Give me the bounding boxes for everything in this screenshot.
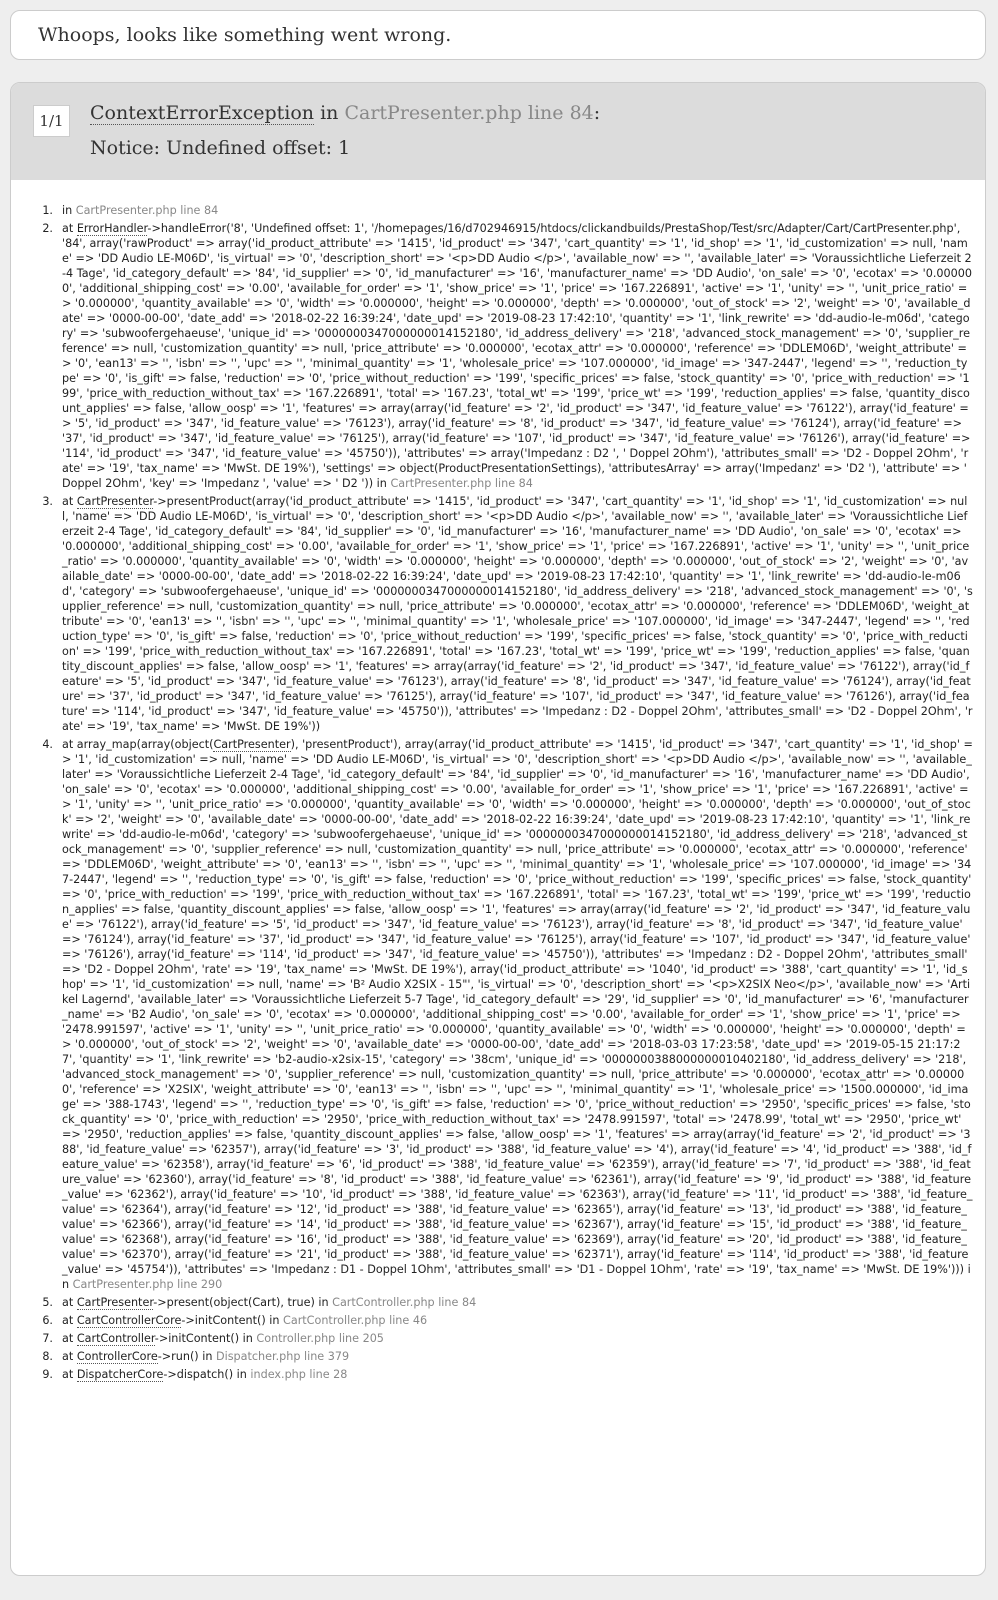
trace-item (31, 1349, 973, 1364)
trace-item (31, 221, 973, 491)
exception-file: CartPresenter.php line 84 (344, 102, 594, 124)
trace-function: ), 'presentProduct'), (290, 738, 405, 751)
trace-function: ->handleError( (147, 222, 231, 235)
trace-class[interactable]: ErrorHandler (76, 222, 148, 235)
trace-item (31, 494, 973, 734)
trace-prefix: at (62, 1332, 77, 1345)
error-headline: Whoops, looks like something went wrong. (38, 24, 452, 46)
trace-class[interactable]: CartController (76, 1332, 155, 1345)
trace-item (31, 203, 973, 218)
exception-panel (10, 82, 986, 1576)
error-headline-box (10, 10, 986, 60)
trace-number: 3. (42, 495, 53, 508)
trace-prefix: at (62, 222, 77, 235)
trace-file: CartPresenter.php line 290 (72, 1278, 223, 1291)
exception-header (11, 83, 985, 180)
trace-prefix: at array_map(array(object( (62, 738, 214, 751)
trace-class[interactable]: CartControllerCore (76, 1314, 182, 1327)
trace-item (31, 1331, 973, 1346)
trace-class[interactable]: CartPresenter (213, 738, 291, 751)
exception-colon: : (593, 102, 601, 124)
trace-number: 1. (42, 204, 53, 217)
trace-prefix: at (62, 1350, 77, 1363)
exception-counter: 1/1 (33, 105, 70, 137)
trace-class[interactable]: ControllerCore (76, 1350, 158, 1363)
exception-title (90, 102, 600, 124)
trace-args: array(array('id_product_attribute' => '1415', 'id_product' => '347', 'cart_quantity' => '1', 'id_shop' => '1', 'id_customization' => null, 'name' => 'DD Audio LE-M06D', 'is_virtual' => '0', 'description_short' => '<p>DD Audio </p>', 'available_now' => '', 'available_later' => 'Voraussichtliche Lieferzeit 2-4 Tage', 'id_category_default' => '84', 'id_supplier' => '0', 'id_manufacturer' => '16', 'manufacturer_name' => 'DD Audio', 'on_sale' => '0', 'ecotax' => '0.000000', 'additional_shipping_cost' => '0.00', 'available_for_order' => '1', 'show_price' => '1', 'price' => '167.226891', 'active' => '1', 'unity' => '', 'unit_price_ratio' => '0.000000', 'quantity_available' => '0', 'width' => '0.000000', 'height' => '0.000000', 'depth' => '0.000000', 'out_of_stock' => '2', 'weight' => '0', 'available_date' => '0000-00-00', 'date_add' => '2018-02-22 16:39:24', 'date_upd' => '2019-08-23 17:42:10', 'quantity' => '1', 'link_rewrite' => 'dd-audio-le-m06d', 'category' => 'subwoofergehaeuse', 'unique_id' => '0000000347000000014152180', 'id_address_delivery' => '218', 'advanced_stock_management' => '0', 'supplier_reference' => null, 'customization_quantity' => null, 'price_attribute' => '0.000000', 'ecotax_attr' => '0.000000', 'reference' => 'DDLEM06D', 'weight_attribute' => '0', 'ean13' => '', 'isbn' => '', 'upc' => '', 'minimal_quantity' => '1', 'wholesale_price' => '107.000000', 'id_image' => '347-2447', 'legend' => '', 'reduction_type' => '0', 'is_gift' => false, 'reduction' => '0', 'price_without_reduction' => '199', 'specific_prices' => false, 'stock_quantity' => '0', 'price_with_reduction' => '199', 'price_with_reduction_without_tax' => '167.226891', 'total' => '167.23', 'total_wt' => '199', 'price_wt' => '199', 'reduction_applies' => false, 'quantity_discount_applies' => false, 'allow_oosp' => '1', 'features' => array(array('id_feature' => '2', 'id_product' => '347', 'id_feature_value' => '76122'), array('id_feature' => '5', 'id_product' => '347', 'id_feature_value' => '76123'), array('id_feature' => '8', 'id_product' => '347', 'id_feature_value' => '76124'), array('id_feature' => '37', 'id_product' => '347', 'id_feature_value' => '76125'), array('id_feature' => '107', 'id_product' => '347', 'id_feature_value' => '76126'), array('id_feature' => '114', 'id_product' => '347', 'id_feature_value' => '45750')), 'attributes' => 'Impedanz : D2 - Doppel 2Ohm', 'attributes_small' => 'D2 - Doppel 2Ohm', 'rate' => '19', 'tax_name' => 'MwSt. DE 19%'), array('id_product_attribute' => '1040', 'id_product' => '388', 'cart_quantity' => '1', 'id_shop' => '1', 'id_customization' => null, 'name' => 'B² Audio X2SIX - 15"', 'is_virtual' => '0', 'description_short' => '<p>X2SIX Neo</p>', 'available_now' => 'Artikel Lagernd', 'available_later' => 'Voraussichtliche Lieferzeit 5-7 Tage', 'id_category_default' => '29', 'id_supplier' => '0', 'id_manufacturer' => '6', 'manufacturer_name' => 'B2 Audio', 'on_sale' => '0', 'ecotax' => '0.000000', 'additional_shipping_cost' => '0.00', 'available_for_order' => '1', 'show_price' => '1', 'price' => '2478.991597', 'active' => '1', 'unity' => '', 'unit_price_ratio' => '0.000000', 'quantity_available' => '0', 'width' => '0.000000', 'height' => '0.000000', 'depth' => '0.000000', 'out_of_stock' => '2', 'weight' => '0', 'available_date' => '0000-00-00', 'date_add' => '2018-03-03 17:23:58', 'date_upd' => '2019-05-15 21:17:27', 'quantity' => '1', 'link_rewrite' => 'b2-audio-x2six-15', 'category' => '38cm', 'unique_id' => '0000000388000000010402180', 'id_address_delivery' => '218', 'advanced_stock_management' => '0', 'supplier_reference' => null, 'customization_quantity' => null, 'price_attribute' => '0.000000', 'ecotax_attr' => '0.000000', 'reference' => 'X2SIX', 'weight_attribute' => '0', 'ean13' => '', 'isbn' => '', 'upc' => '', 'minimal_quantity' => '1', 'wholesale_price' => '1500.000000', 'id_image' => '388-1743', 'legend' => '', 'reduction_type' => '0', 'is_gift' => false, 'reduction' => '0', 'price_without_reduction' => '2950', 'specific_prices' => false, 'stock_quantity' => '0', 'price_with_reduction' => '2950', 'price_with_reduction_without_tax' => '2478.991597', 'total' => '2478.99', 'total_wt' => '2950', 'price_wt' => '2950', 'reduction_applies' => false, 'quantity_discount_applies' => false, 'allow_oosp' => '1', 'features' => array(array('id_feature' => '2', 'id_product' => '388', 'id_feature_value' => '62357'), array('id_feature' => '3', 'id_product' => '388', 'id_feature_value' => '4'), array('id_feature' => '4', 'id_product' => '388', 'id_feature_value' => '62358'), array('id_feature' => '6', 'id_product' => '388', 'id_feature_value' => '62359'), array('id_feature' => '7', 'id_product' => '388', 'id_feature_value' => '62360'), array('id_feature' => '8', 'id_product' => '388', 'id_feature_value' => '62361'), array('id_feature' => '9', 'id_product' => '388', 'id_feature_value' => '62362'), array('id_feature' => '10', 'id_product' => '388', 'id_feature_value' => '62363'), array('id_feature' => '11', 'id_product' => '388', 'id_feature_value' => '62364'), array('id_feature' => '12', 'id_product' => '388', 'id_feature_value' => '62365'), array('id_feature' => '13', 'id_product' => '388', 'id_feature_value' => '62366'), array('id_feature' => '14', 'id_product' => '388', 'id_feature_value' => '62367'), array('id_feature' => '15', 'id_product' => '388', 'id_feature_value' => '62368'), array('id_feature' => '16', 'id_product' => '388', 'id_feature_value' => '62369'), array('id_feature' => '20', 'id_product' => '388', 'id_feature_value' => '62370'), array('id_feature' => '21', 'id_product' => '388', 'id_feature_value' => '62371'), array('id_feature' => '114', 'id_product' => '388', 'id_feature_value' => '45754')), 'attributes' => 'Impedanz : D1 - Doppel 1Ohm', 'attributes_small' => 'D1 - Doppel 1Ohm', 'rate' => '19', 'tax_name' => 'MwSt. DE 19%'))) in (62, 738, 973, 1291)
trace-item (31, 1295, 973, 1310)
trace-number: 2. (42, 222, 53, 235)
trace-prefix: at (62, 1368, 77, 1381)
trace-file: Controller.php line 205 (256, 1332, 384, 1345)
trace-number: 6. (42, 1314, 53, 1327)
trace-prefix: in (62, 204, 76, 217)
trace-file: index.php line 28 (250, 1368, 348, 1381)
trace-number: 7. (42, 1332, 53, 1345)
exception-in-word: in (320, 102, 339, 124)
trace-class[interactable]: CartPresenter (76, 495, 154, 508)
trace-prefix: at (62, 1314, 77, 1327)
exception-message: Notice: Undefined offset: 1 (90, 137, 351, 159)
trace-function: ->initContent() in (181, 1314, 284, 1327)
trace-args: '8', 'Undefined offset: 1', '/homepages/16/d702946915/htdocs/clickandbuilds/PrestaShop/Test/src/Adapter/Cart/CartPresenter.php', '84', array('rawProduct' => array('id_product_attribute' => '1415', 'id_product' => '347', 'cart_quantity' => '1', 'id_shop' => '1', 'id_customization' => null, 'name' => 'DD Audio LE-M06D', 'is_virtual' => '0', 'description_short' => '<p>DD Audio </p>', 'available_now' => '', 'available_later' => 'Voraussichtliche Lieferzeit 2-4 Tage', 'id_category_default' => '84', 'id_supplier' => '0', 'id_manufacturer' => '16', 'manufacturer_name' => 'DD Audio', 'on_sale' => '0', 'ecotax' => '0.000000', 'additional_shipping_cost' => '0.00', 'available_for_order' => '1', 'show_price' => '1', 'price' => '167.226891', 'active' => '1', 'unity' => '', 'unit_price_ratio' => '0.000000', 'quantity_available' => '0', 'width' => '0.000000', 'height' => '0.000000', 'depth' => '0.000000', 'out_of_stock' => '2', 'weight' => '0', 'available_date' => '0000-00-00', 'date_add' => '2018-02-22 16:39:24', 'date_upd' => '2019-08-23 17:42:10', 'quantity' => '1', 'link_rewrite' => 'dd-audio-le-m06d', 'category' => 'subwoofergehaeuse', 'unique_id' => '0000000347000000014152180', 'id_address_delivery' => '218', 'advanced_stock_management' => '0', 'supplier_reference' => null, 'customization_quantity' => null, 'price_attribute' => '0.000000', 'ecotax_attr' => '0.000000', 'reference' => 'DDLEM06D', 'weight_attribute' => '0', 'ean13' => '', 'isbn' => '', 'upc' => '', 'minimal_quantity' => '1', 'wholesale_price' => '107.000000', 'id_image' => '347-2447', 'legend' => '', 'reduction_type' => '0', 'is_gift' => false, 'reduction' => '0', 'price_without_reduction' => '199', 'specific_prices' => false, 'stock_quantity' => '0', 'price_with_reduction' => '199', 'price_with_reduction_without_tax' => '167.226891', 'total' => '167.23', 'total_wt' => '199', 'price_wt' => '199', 'reduction_applies' => false, 'quantity_discount_applies' => false, 'allow_oosp' => '1', 'features' => array(array('id_feature' => '2', 'id_product' => '347', 'id_feature_value' => '76122'), array('id_feature' => '5', 'id_product' => '347', 'id_feature_value' => '76123'), array('id_feature' => '8', 'id_product' => '347', 'id_feature_value' => '76124'), array('id_feature' => '37', 'id_product' => '347', 'id_feature_value' => '76125'), array('id_feature' => '107', 'id_product' => '347', 'id_feature_value' => '76126'), array('id_feature' => '114', 'id_product' => '347', 'id_feature_value' => '45750')), 'attributes' => array('Impedanz : D2 ', ' Doppel 2Ohm'), 'attributes_small' => 'D2 - Doppel 2Ohm', 'rate' => '19', 'tax_name' => 'MwSt. DE 19%'), 'settings' => object(ProductPresentationSettings), 'attributesArray' => array('Impedanz' => 'D2 '), 'attribute' => ' Doppel 2Ohm', 'key' => 'Impedanz ', 'value' => ' D2 ')) in (62, 222, 973, 490)
trace-number: 8. (42, 1350, 53, 1363)
trace-file: CartPresenter.php line 84 (390, 477, 533, 490)
trace-number: 4. (42, 738, 53, 751)
trace-function: ->dispatch() in (163, 1368, 251, 1381)
trace-class[interactable]: DispatcherCore (76, 1368, 164, 1381)
trace-function: ->initContent() in (154, 1332, 257, 1345)
trace-function: ->present(object(Cart), true) in (153, 1296, 333, 1309)
trace-function: ->run() in (157, 1350, 216, 1363)
trace-item (31, 1313, 973, 1328)
trace-prefix: at (62, 1296, 77, 1309)
trace-item (31, 1367, 973, 1382)
trace-file: CartController.php line 84 (332, 1296, 477, 1309)
trace-number: 5. (42, 1296, 53, 1309)
trace-function: ->presentProduct( (153, 495, 256, 508)
trace-item (31, 737, 973, 1292)
stack-trace (31, 203, 973, 1385)
trace-class[interactable]: CartPresenter (76, 1296, 154, 1309)
trace-file: CartController.php line 46 (283, 1314, 428, 1327)
trace-file: CartPresenter.php line 84 (75, 204, 219, 217)
trace-prefix: at (62, 495, 77, 508)
trace-args: array('id_product_attribute' => '1415', 'id_product' => '347', 'cart_quantity' => '1', 'id_shop' => '1', 'id_customization' => null, 'name' => 'DD Audio LE-M06D', 'is_virtual' => '0', 'description_short' => '<p>DD Audio </p>', 'available_now' => '', 'available_later' => 'Voraussichtliche Lieferzeit 2-4 Tage', 'id_category_default' => '84', 'id_supplier' => '0', 'id_manufacturer' => '16', 'manufacturer_name' => 'DD Audio', 'on_sale' => '0', 'ecotax' => '0.000000', 'additional_shipping_cost' => '0.00', 'available_for_order' => '1', 'show_price' => '1', 'price' => '167.226891', 'active' => '1', 'unity' => '', 'unit_price_ratio' => '0.000000', 'quantity_available' => '0', 'width' => '0.000000', 'height' => '0.000000', 'depth' => '0.000000', 'out_of_stock' => '2', 'weight' => '0', 'available_date' => '0000-00-00', 'date_add' => '2018-02-22 16:39:24', 'date_upd' => '2019-08-23 17:42:10', 'quantity' => '1', 'link_rewrite' => 'dd-audio-le-m06d', 'category' => 'subwoofergehaeuse', 'unique_id' => '0000000347000000014152180', 'id_address_delivery' => '218', 'advanced_stock_management' => '0', 'supplier_reference' => null, 'customization_quantity' => null, 'price_attribute' => '0.000000', 'ecotax_attr' => '0.000000', 'reference' => 'DDLEM06D', 'weight_attribute' => '0', 'ean13' => '', 'isbn' => '', 'upc' => '', 'minimal_quantity' => '1', 'wholesale_price' => '107.000000', 'id_image' => '347-2447', 'legend' => '', 'reduction_type' => '0', 'is_gift' => false, 'reduction' => '0', 'price_without_reduction' => '199', 'specific_prices' => false, 'stock_quantity' => '0', 'price_with_reduction' => '199', 'price_with_reduction_without_tax' => '167.226891', 'total' => '167.23', 'total_wt' => '199', 'price_wt' => '199', 'reduction_applies' => false, 'quantity_discount_applies' => false, 'allow_oosp' => '1', 'features' => array(array('id_feature' => '2', 'id_product' => '347', 'id_feature_value' => '76122'), array('id_feature' => '5', 'id_product' => '347', 'id_feature_value' => '76123'), array('id_feature' => '8', 'id_product' => '347', 'id_feature_value' => '76124'), array('id_feature' => '37', 'id_product' => '347', 'id_feature_value' => '76125'), array('id_feature' => '107', 'id_product' => '347', 'id_feature_value' => '76126'), array('id_feature' => '114', 'id_product' => '347', 'id_feature_value' => '45750')), 'attributes' => 'Impedanz : D2 - Doppel 2Ohm', 'attributes_small' => 'D2 - Doppel 2Ohm', 'rate' => '19', 'tax_name' => 'MwSt. DE 19%')) (62, 495, 973, 733)
trace-file: Dispatcher.php line 379 (215, 1350, 350, 1363)
trace-number: 9. (42, 1368, 53, 1381)
exception-class[interactable]: ContextErrorException (90, 102, 315, 124)
